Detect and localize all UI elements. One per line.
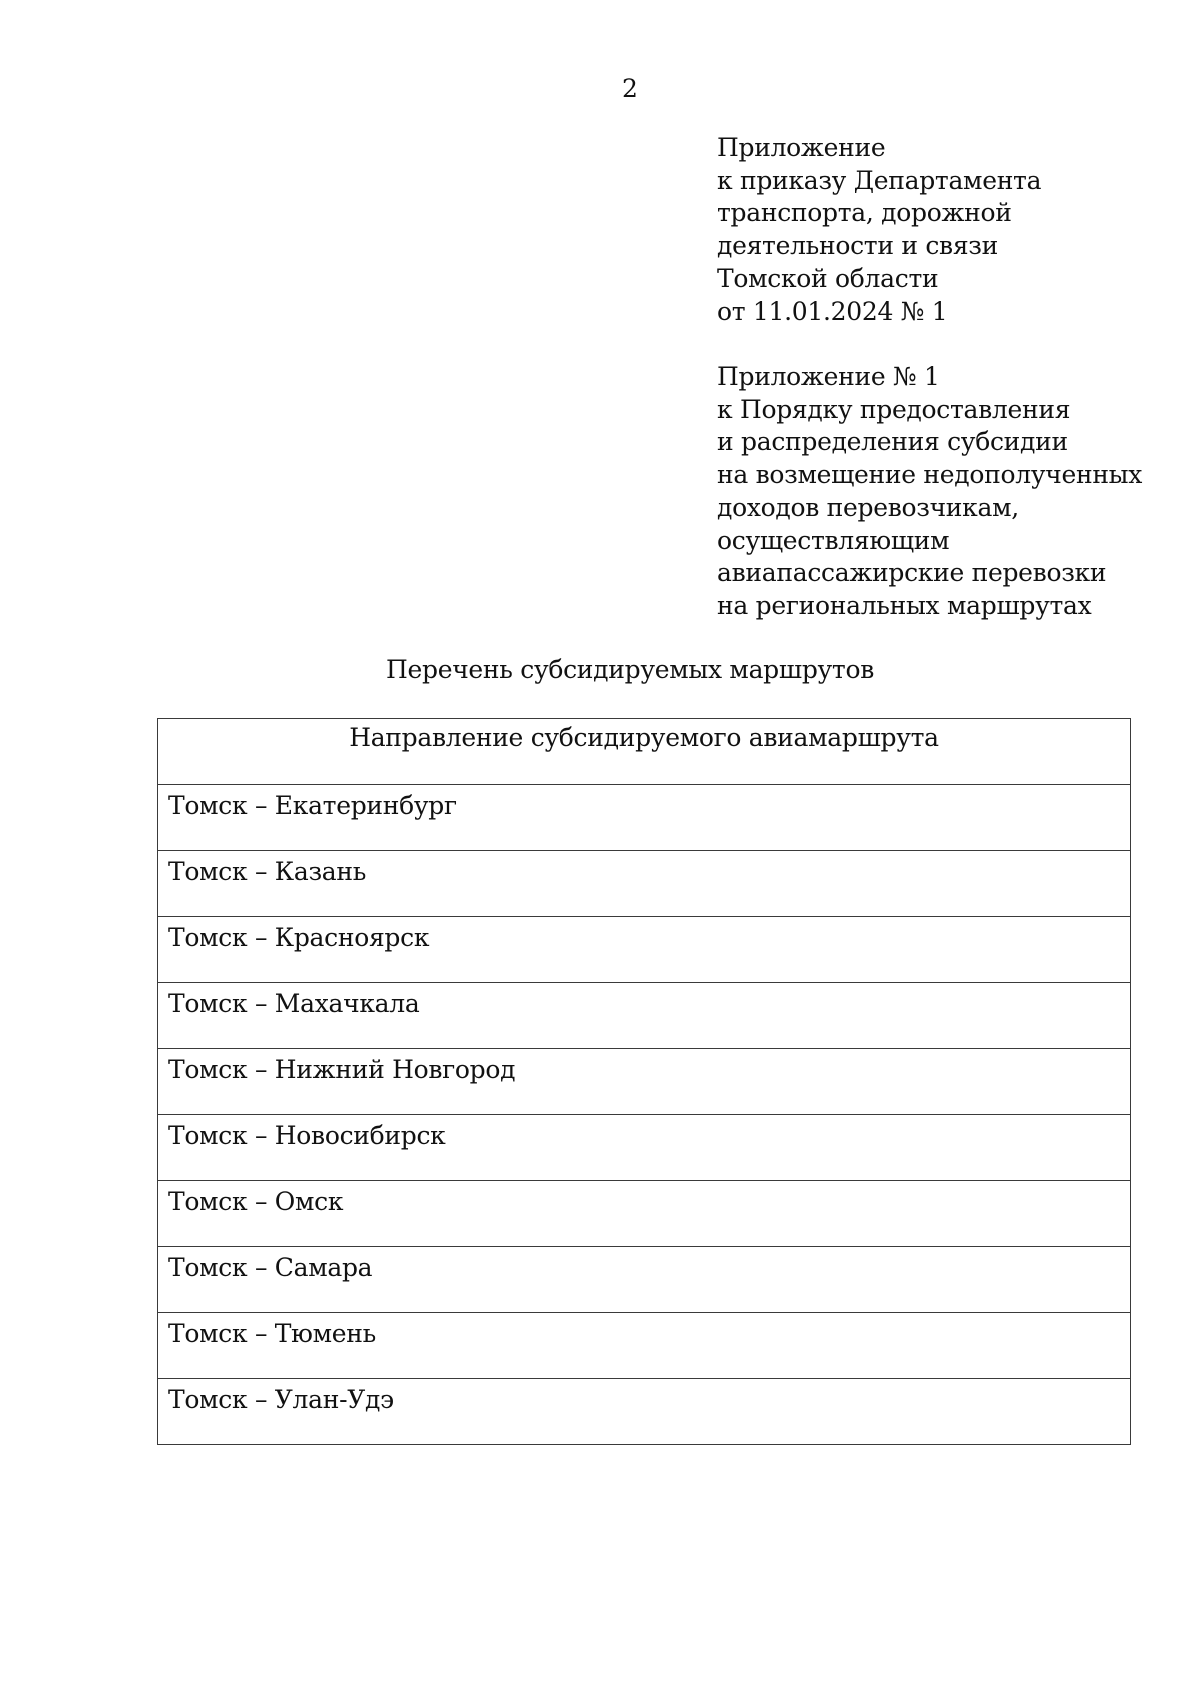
table-row [158, 1379, 1131, 1445]
appendix-line: Приложение [717, 133, 886, 162]
appendix-line: к Порядку предоставления [717, 394, 1071, 424]
table-header-cell: Направление субсидируемого авиамаршрута [158, 719, 1131, 785]
route-cell: Томск – Екатеринбург [158, 785, 1131, 851]
routes-table [157, 718, 1131, 1445]
table-row [158, 1247, 1131, 1313]
page-number: 2 [622, 74, 638, 103]
appendix-line: деятельности и связи [717, 231, 998, 261]
route-cell: Томск – Улан-Удэ [158, 1379, 1131, 1445]
appendix-line: Томской области [717, 263, 939, 293]
table-row [158, 851, 1131, 917]
appendix-line: на региональных маршрутах [717, 590, 1092, 620]
table-header-row [158, 719, 1131, 785]
route-cell: Томск – Самара [158, 1247, 1131, 1313]
appendix-line: транспорта, дорожной [717, 198, 1012, 228]
route-cell: Томск – Казань [158, 851, 1131, 917]
route-cell: Томск – Нижний Новгород [158, 1049, 1131, 1115]
appendix-procedure-reference [717, 361, 1142, 623]
route-cell: Томск – Новосибирск [158, 1115, 1131, 1181]
table-row [158, 785, 1131, 851]
appendix-line: авиапассажирские перевозки [717, 558, 1107, 588]
table-row [158, 1049, 1131, 1115]
appendix-line: доходов перевозчикам, [717, 492, 1019, 522]
appendix-line: осуществляющим [717, 525, 950, 555]
appendix-line: на возмещение недополученных [717, 460, 1143, 490]
route-cell: Томск – Омск [158, 1181, 1131, 1247]
route-cell: Томск – Махачкала [158, 983, 1131, 1049]
appendix-line: Приложение № 1 [717, 362, 940, 391]
appendix-line: от 11.01.2024 № 1 [717, 296, 948, 326]
table-row [158, 983, 1131, 1049]
list-title: Перечень субсидируемых маршрутов [386, 655, 874, 684]
route-cell: Томск – Тюмень [158, 1313, 1131, 1379]
appendix-order-reference [717, 132, 1041, 328]
route-cell: Томск – Красноярск [158, 917, 1131, 983]
table-row [158, 1115, 1131, 1181]
appendix-line: к приказу Департамента [717, 165, 1042, 195]
table-row [158, 1181, 1131, 1247]
table-row [158, 917, 1131, 983]
appendix-line: и распределения субсидии [717, 427, 1068, 457]
table-row [158, 1313, 1131, 1379]
